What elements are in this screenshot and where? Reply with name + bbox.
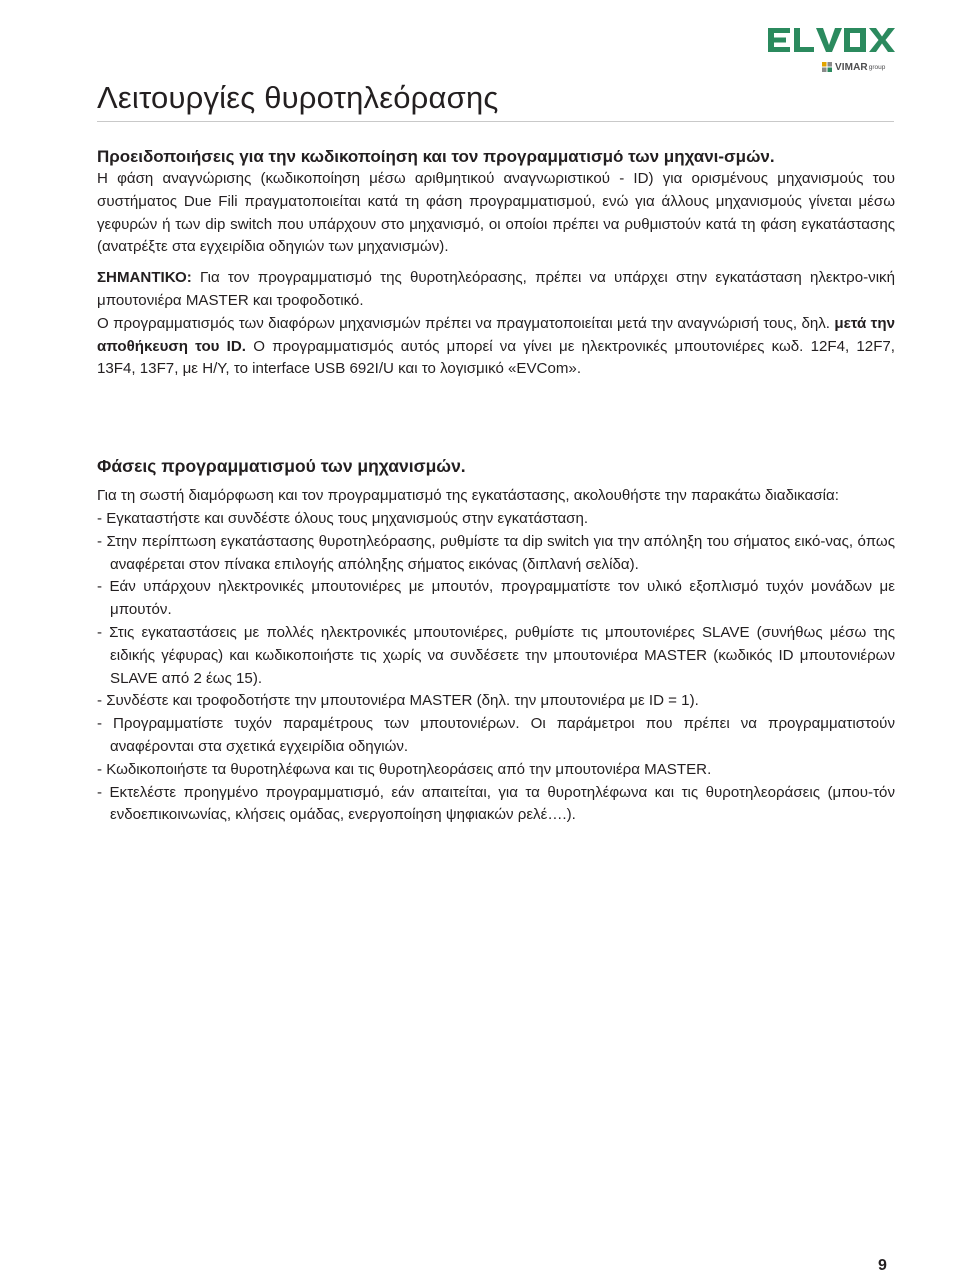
list-item: - Συνδέστε και τροφοδοτήστε την μπουτονιέρα MASTER (δηλ. την μπουτονιέρα με ID = 1). [97,692,699,710]
list-item: - Εκτελέστε προηγμένο προγραμματισμό, εάν απαιτείται, για τα θυροτηλέφωνα και τις θυροτηλεοράσεις (μπου-τόν ενδοεπικοινωνίας, κλήσεις ομάδας, ενεργοποίηση ψηφιακών ρελέ….). [97,783,895,824]
section1-paragraph-1: Η φάση αναγνώρισης (κωδικοποίηση μέσω αριθμητικού αναγνωριστικού - ID) για ορισμένους μηχανισμούς του συστήματος Due Fili πραγματοποιείται κατά τη φάση προγραμματισμού, ενώ για άλλους μηχανισμούς γίνεται μέσω γεφυρών ή των dip switch που υπάρχουν στο μηχανισμό, οι οποίοι πρέπει να ρυθμιστούν κατά τη φάση εγκατάστασης (ανατρέξτε στα εγχειρίδια οδηγιών των μηχανισμών). [97,170,895,256]
paragraph3-bold: μετά την αποθήκευση του ID. [97,314,895,355]
paragraph3-end: Ο προγραμματισμός αυτός μπορεί να γίνει με ηλεκτρονικές μπουτονιέρες κωδ. 12F4, 12F7, 13F4, 13F7, με Η/Υ, το interface USB 692I/U και το λογισμικό «EVCom». [97,337,896,378]
brand-logo [768,26,896,54]
important-text: Για τον προγραμματισμό της θυροτηλεόρασης, πρέπει να υπάρχει στην εγκατάσταση ηλεκτρο-νική μπουτονιέρα MASTER και τροφοδοτικό. [97,269,895,309]
list-item: - Εγκαταστήστε και συνδέστε όλους τους μηχανισμούς στην εγκατάσταση. [97,509,589,527]
paragraph3-start: Ο προγραμματισμός των διαφόρων μηχανισμών πρέπει να πραγματοποιείται μετά την αναγνώρισή τους, δηλ. [97,314,835,332]
steps-list [97,508,895,827]
page-title: Λειτουργίες θυροτηλεόρασης [97,80,499,115]
list-item: - Κωδικοποιήστε τα θυροτηλέφωνα και τις θυροτηλεοράσεις από την μπουτονιέρα MASTER. [97,760,712,778]
section1-heading: Προειδοποιήσεις για την κωδικοποίηση και τον προγραμματισμό των μηχανι-σμών. [97,147,775,166]
page-number: 9 [878,1257,887,1274]
list-item: - Στις εγκαταστάσεις με πολλές ηλεκτρονικές μπουτονιέρες, ρυθμίστε τις μπουτονιέρες SLAVE (συνήθως μέσω της ειδικής γέφυρας) και κωδικοποιήστε τις χωρίς να συνδέσετε την μπουτονιέρα MASTER (κωδικός ID μπουτονιέρων SLAVE από 2 έως 15). [97,623,895,687]
elvox-logo-icon [768,26,896,54]
section1-paragraph-3 [97,313,895,381]
list-item: - Στην περίπτωση εγκατάστασης θυροτηλεόρασης, ρυθμίστε τα dip switch για την απόληξη του σήματος εικό-νας, όπως αναφέρεται στον πίνακα επιλογής απόληξης σήματος εικόνας (διπλανή σελίδα). [97,532,895,573]
title-divider [97,121,894,122]
vimar-mark-icon [822,62,832,72]
vimar-group-text: group [868,63,886,71]
section1-important-paragraph [97,267,895,313]
section2-intro: Για τη σωστή διαμόρφωση και τον προγραμματισμό της εγκατάστασης, ακολουθήστε την παρακάτω διαδικασία: [97,487,839,505]
list-item: - Προγραμματίστε τυχόν παραμέτρους των μπουτονιέρων. Οι παράμετροι που πρέπει να προγραμματιστούν αναφέρονται στα σχετικά εγχειρίδια οδηγιών. [97,715,895,755]
section2-heading: Φάσεις προγραμματισμού των μηχανισμών. [97,456,466,477]
page-content [97,146,895,827]
vimar-brand-text: VIMAR [835,61,868,73]
important-label: ΣΗΜΑΝΤΙΚΟ: [97,269,192,287]
list-item: - Εάν υπάρχουν ηλεκτρονικές μπουτονιέρες με μπουτόν, προγραμματίστε τον υλικό εξοπλισμό τυχόν μονάδων με μπουτόν. [97,578,895,619]
vimar-group-logo [822,60,898,74]
